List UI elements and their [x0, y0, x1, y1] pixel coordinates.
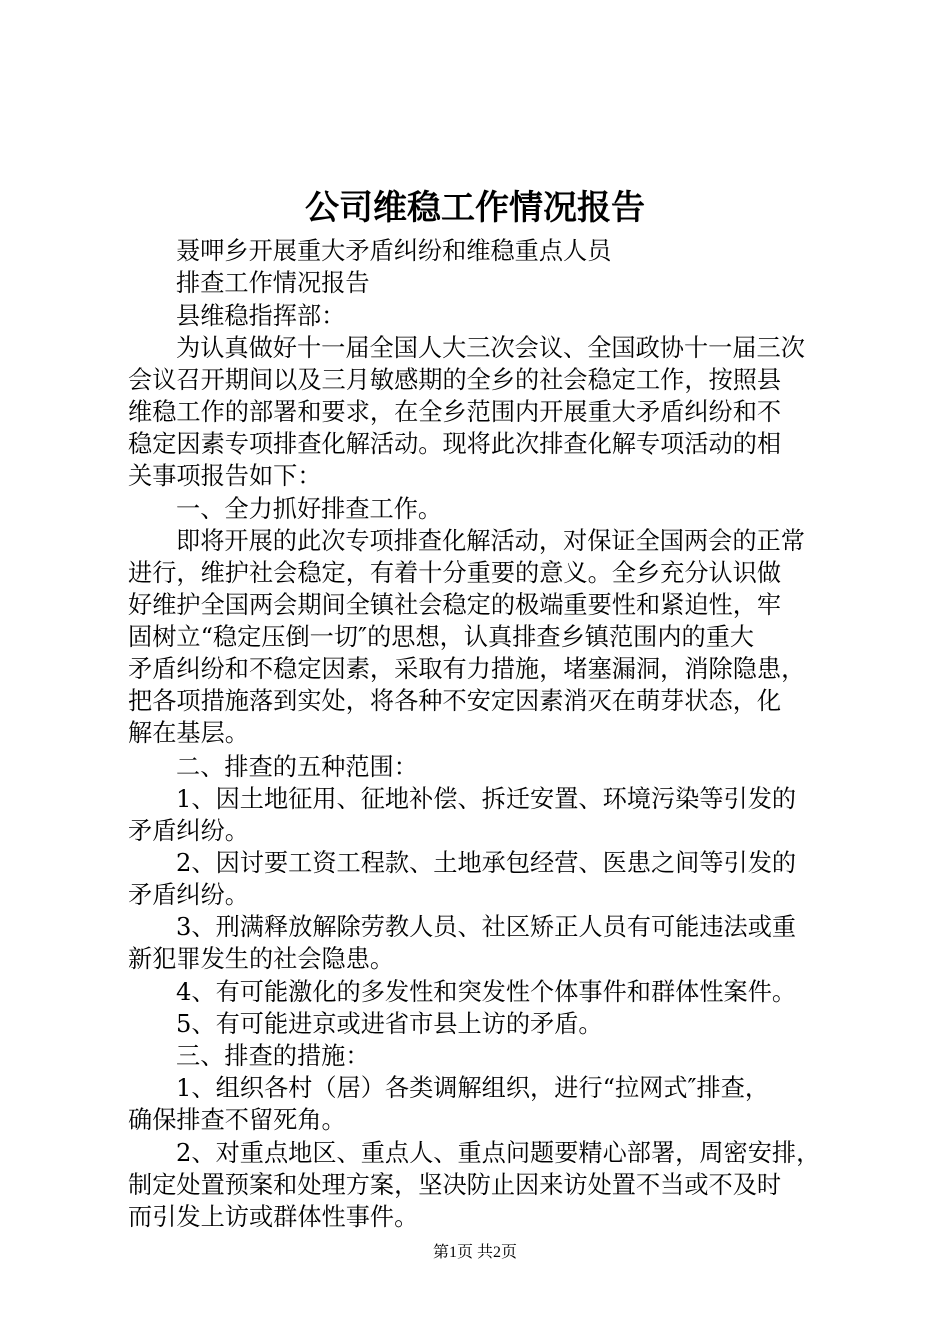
page-number-footer: 第1页 共2页 [432, 1244, 517, 1261]
list-item: 3、刑满释放解除劳教人员、社区矫正人员有可能违法或重 [176, 913, 797, 941]
body-line: 即将开展的此次专项排查化解活动，对保证全国两会的正常 [176, 527, 805, 555]
document-title: 公司维稳工作情况报告 [305, 188, 645, 228]
body-line: 把各项措施落到实处，将各种不安定因素消灭在萌芽状态，化 [128, 687, 782, 715]
body-line: 好维护全国两会期间全镇社会稳定的极端重要性和紧迫性，牢 [128, 591, 782, 619]
body-line: 矛盾纠纷。 [128, 881, 249, 909]
section-heading: 二、排查的五种范围： [176, 753, 418, 781]
body-line: 会议召开期间以及三月敏感期的全乡的社会稳定工作，按照县 [128, 366, 782, 394]
body-line: 稳定因素专项排查化解活动。现将此次排查化解专项活动的相 [128, 430, 782, 458]
list-item: 1、组织各村（居）各类调解组织，进行“拉网式″排查， [176, 1074, 770, 1102]
body-line: 关事项报告如下： [128, 462, 322, 490]
body-line: 聂呷乡开展重大矛盾纠纷和维稳重点人员 [176, 237, 612, 265]
body-line: 矛盾纠纷和不稳定因素，采取有力措施，堵塞漏洞，消除隐患， [128, 655, 806, 683]
body-line: 固树立“稳定压倒一切″的思想，认真排查乡镇范围内的重大 [128, 623, 755, 651]
body-line: 排查工作情况报告 [176, 269, 370, 297]
body-line: 为认真做好十一届全国人大三次会议、全国政协十一届三次 [176, 334, 805, 362]
body-line: 县维稳指挥部： [176, 302, 346, 330]
body-line: 进行，维护社会稳定，有着十分重要的意义。全乡充分认识做 [128, 559, 782, 587]
body-line: 确保排查不留死角。 [128, 1106, 346, 1134]
body-line: 制定处置预案和处理方案，坚决防止因来访处置不当或不及时 [128, 1171, 782, 1199]
section-heading: 一、全力抓好排查工作。 [176, 495, 443, 523]
list-item: 2、因讨要工资工程款、土地承包经营、医患之间等引发的 [176, 849, 797, 877]
list-item: 1、因土地征用、征地补偿、拆迁安置、环境污染等引发的 [176, 785, 797, 813]
body-line: 矛盾纠纷。 [128, 817, 249, 845]
body-line: 解在基层。 [128, 719, 249, 747]
body-line: 新犯罪发生的社会隐患。 [128, 945, 395, 973]
section-heading: 三、排查的措施： [176, 1042, 370, 1070]
list-item: 5、有可能进京或进省市县上访的矛盾。 [176, 1010, 603, 1038]
body-line: 维稳工作的部署和要求，在全乡范围内开展重大矛盾纠纷和不 [128, 398, 782, 426]
list-item: 4、有可能激化的多发性和突发性个体事件和群体性案件。 [176, 978, 797, 1006]
body-line: 而引发上访或群体性事件。 [128, 1203, 419, 1231]
list-item: 2、对重点地区、重点人、重点问题要精心部署，周密安排， [176, 1139, 821, 1167]
